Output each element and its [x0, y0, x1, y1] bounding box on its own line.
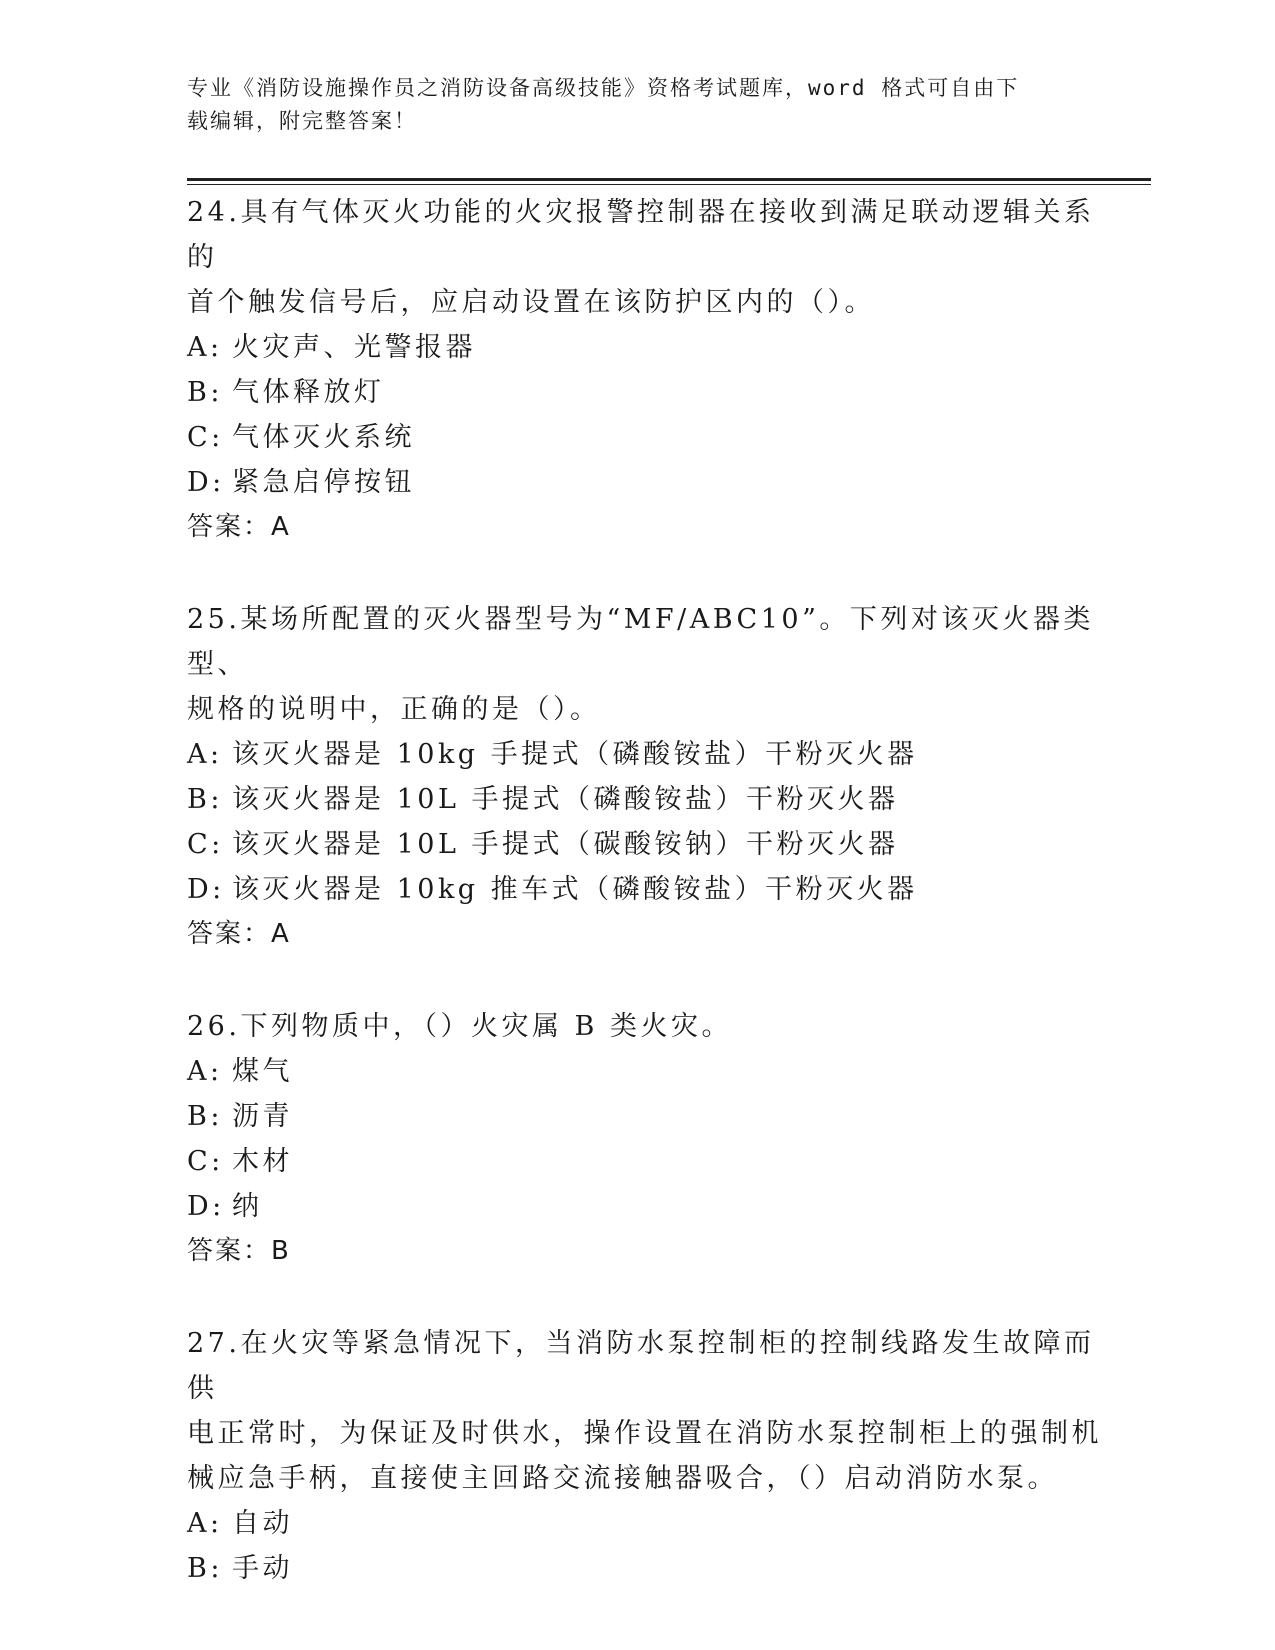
option-text: 煤气 — [232, 1056, 293, 1087]
option-a — [187, 1501, 1107, 1546]
option-d — [187, 1184, 1107, 1229]
option-text: 自动 — [232, 1508, 293, 1539]
option-d — [187, 460, 1107, 505]
stem-line: 电正常时，为保证及时供水，操作设置在消防水泵控制柜上的强制机 — [187, 1418, 1102, 1449]
question-24 — [187, 190, 1107, 550]
option-letter: B: — [187, 377, 223, 408]
option-text: 手动 — [232, 1553, 293, 1584]
option-letter: D: — [187, 874, 225, 905]
question-stem — [187, 597, 1107, 732]
question-stem — [187, 190, 1107, 325]
header-divider-thin — [187, 184, 1151, 185]
answer-line: 答案：A — [187, 512, 291, 542]
stem-line: 26.下列物质中，（）火灾属 B 类火灾。 — [187, 1011, 732, 1042]
option-text: 火灾声、光警报器 — [232, 332, 476, 363]
option-letter: C: — [187, 422, 224, 453]
question-stem — [187, 1004, 1107, 1049]
option-letter: C: — [187, 829, 224, 860]
option-letter: A: — [187, 1508, 223, 1539]
option-text: 该灭火器是 10L 手提式（碳酸铵钠）干粉灭火器 — [232, 829, 899, 860]
option-c — [187, 415, 1107, 460]
option-d — [187, 867, 1107, 912]
document-header — [187, 72, 1087, 138]
question-list — [187, 190, 1107, 1638]
option-b — [187, 370, 1107, 415]
stem-line: 25.某场所配置的灭火器型号为“MF/ABC10”。下列对该灭火器类型、 — [187, 604, 1094, 680]
option-letter: A: — [187, 332, 223, 363]
option-letter: A: — [187, 739, 223, 770]
option-text: 该灭火器是 10kg 手提式（磷酸铵盐）干粉灭火器 — [232, 739, 918, 770]
option-text: 木材 — [232, 1146, 293, 1177]
option-b — [187, 1094, 1107, 1139]
question-25 — [187, 597, 1107, 957]
question-stem — [187, 1321, 1107, 1501]
option-text: 沥青 — [232, 1101, 293, 1132]
option-text: 纳 — [232, 1191, 263, 1222]
option-b — [187, 1546, 1107, 1591]
option-text: 该灭火器是 10kg 推车式（磷酸铵盐）干粉灭火器 — [232, 874, 918, 905]
option-letter: D: — [187, 467, 225, 498]
option-letter: D: — [187, 1191, 225, 1222]
option-a — [187, 1049, 1107, 1094]
option-a — [187, 325, 1107, 370]
stem-line: 首个触发信号后，应启动设置在该防护区内的（）。 — [187, 287, 875, 318]
answer-line: 答案：B — [187, 1236, 291, 1266]
header-line: 载编辑，附完整答案！ — [187, 109, 417, 133]
option-text: 气体释放灯 — [232, 377, 385, 408]
option-letter: B: — [187, 1101, 223, 1132]
answer-line: 答案：A — [187, 919, 291, 949]
question-26 — [187, 1004, 1107, 1274]
option-letter: B: — [187, 784, 223, 815]
header-divider-thick — [187, 178, 1151, 181]
option-b — [187, 777, 1107, 822]
option-letter: C: — [187, 1146, 224, 1177]
option-letter: B: — [187, 1553, 223, 1584]
question-27 — [187, 1321, 1107, 1591]
stem-line: 械应急手柄，直接使主回路交流接触器吸合，（）启动消防水泵。 — [187, 1463, 1058, 1494]
option-text: 紧急启停按钮 — [232, 467, 415, 498]
option-a — [187, 732, 1107, 777]
option-c — [187, 1139, 1107, 1184]
option-text: 气体灭火系统 — [232, 422, 415, 453]
stem-line: 27.在火灾等紧急情况下，当消防水泵控制柜的控制线路发生故障而供 — [187, 1328, 1095, 1404]
stem-line: 规格的说明中，正确的是（）。 — [187, 694, 601, 725]
header-line: 专业《消防设施操作员之消防设备高级技能》资格考试题库，word 格式可自由下 — [187, 76, 1020, 100]
option-c — [187, 822, 1107, 867]
option-letter: A: — [187, 1056, 223, 1087]
option-text: 该灭火器是 10L 手提式（磷酸铵盐）干粉灭火器 — [232, 784, 899, 815]
stem-line: 24.具有气体灭火功能的火灾报警控制器在接收到满足联动逻辑关系的 — [187, 197, 1095, 273]
